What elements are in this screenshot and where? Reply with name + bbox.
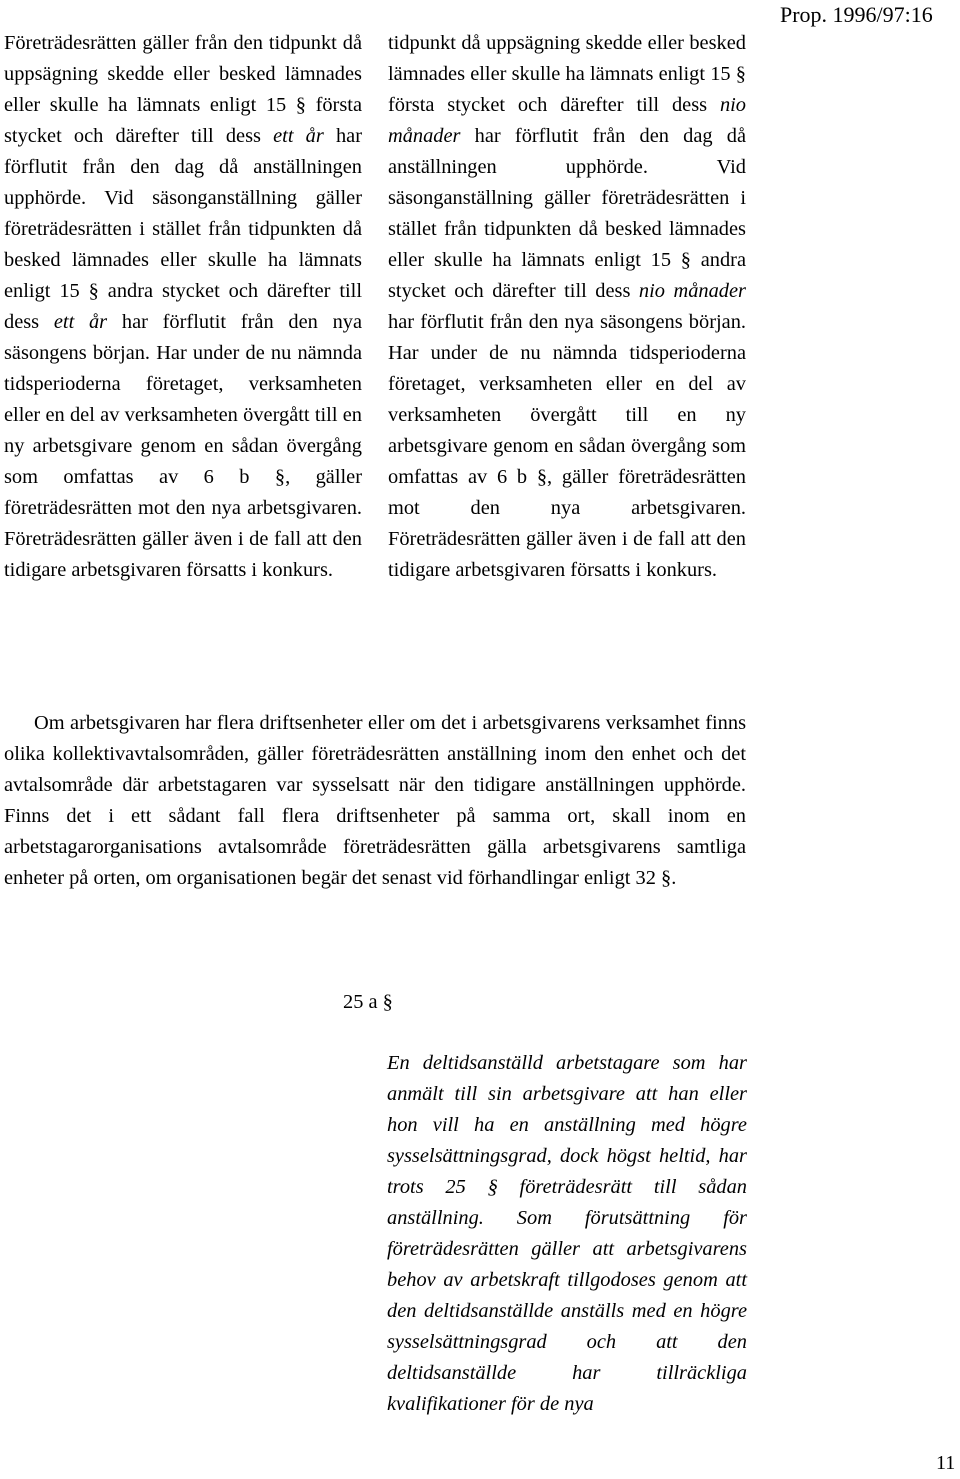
text-run: har förflutit från den dag då anställningen upphörde. Vid säsonganställning gäller företrädesrätten i stället från tidpunkten då besked lämnades eller skulle ha lämnats enligt 15 § andra stycket och därefter till dess — [388, 125, 746, 302]
emphasis-period: nio månader — [638, 280, 746, 302]
text-run: har förflutit från den nya säsongens början. Har under de nu nämnda tidsperioderna företaget, verksamheten eller en del av verksamheten övergått till en ny arbetsgivare genom en sådan övergång som omfattas av 6 b §, gäller företrädesrätten mot den nya arbetsgivaren. Företrädesrätten gäller även i de fall att den tidigare arbetsgivaren försatts i konkurs. — [388, 311, 746, 581]
emphasis-period: nio månader — [388, 94, 746, 147]
text-run: tidpunkt då uppsägning skedde eller besked lämnades eller skulle ha lämnats enligt 15 § första stycket och därefter till dess — [388, 32, 746, 116]
text-run: Företrädesrätten gäller från den tidpunkt då uppsägning skedde eller besked lämnades eller skulle ha lämnats enligt 15 § första stycket och därefter till dess — [4, 32, 362, 147]
right-column-proposed-text — [388, 28, 746, 586]
left-column-paragraph — [4, 28, 362, 586]
right-column-paragraph — [388, 28, 746, 586]
document-reference: Prop. 1996/97:16 — [780, 2, 933, 27]
emphasis-period: ett år — [273, 125, 324, 147]
page-number: 11 — [936, 1452, 956, 1474]
section-heading: 25 a § — [343, 991, 393, 1013]
text-run: har förflutit från den dag då anställningen upphörde. Vid säsonganställning gäller företrädesrätten i stället från tidpunkten då besked lämnades eller skulle ha lämnats enligt 15 § andra stycket och därefter till dess — [4, 125, 362, 333]
section-body-text: En deltidsanställd arbetstagare som har anmält till sin arbetsgivare att han eller hon vill ha en anställning med högre sysselsättningsgrad, dock högst heltid, har trots 25 § företrädesrätt till sådan anställning. Som förutsättning för företrädesrätten gäller att arbetsgivarens behov av arbetskraft tillgodoses genom att den deltidsanställde anställs med en högre sysselsättningsgrad och att den deltidsanställde har tillräckliga kvalifikationer för de nya — [387, 1052, 747, 1415]
text-run: har förflutit från den nya säsongens början. Har under de nu nämnda tidsperioderna företaget, verksamheten eller en del av verksamheten övergått till en ny arbetsgivare genom en sådan övergång som omfattas av 6 b §, gäller företrädesrätten mot den nya arbetsgivaren. Företrädesrätten gäller även i de fall att den tidigare arbetsgivaren försatts i konkurs. — [4, 311, 363, 581]
emphasis-period: ett år — [53, 311, 108, 333]
left-column-current-text — [4, 28, 362, 586]
full-width-paragraph: Om arbetsgivaren har flera driftsenheter eller om det i arbetsgivarens verksamhet finns olika kollektivavtalsområden, gäller företrädesrätten anställning inom den enhet och det avtalsområde där arbetstagaren var sysselsatt när den tidigare anställningen upphörde. Finns det i ett sådant fall flera driftsenheter på samma ort, skall inom en arbetstagarorganisations avtalsområde företrädesrätten gälla arbetsgivarens samtliga enheter på orten, om organisationen begär det senast vid förhandlingar enligt 32 §. — [4, 712, 746, 889]
